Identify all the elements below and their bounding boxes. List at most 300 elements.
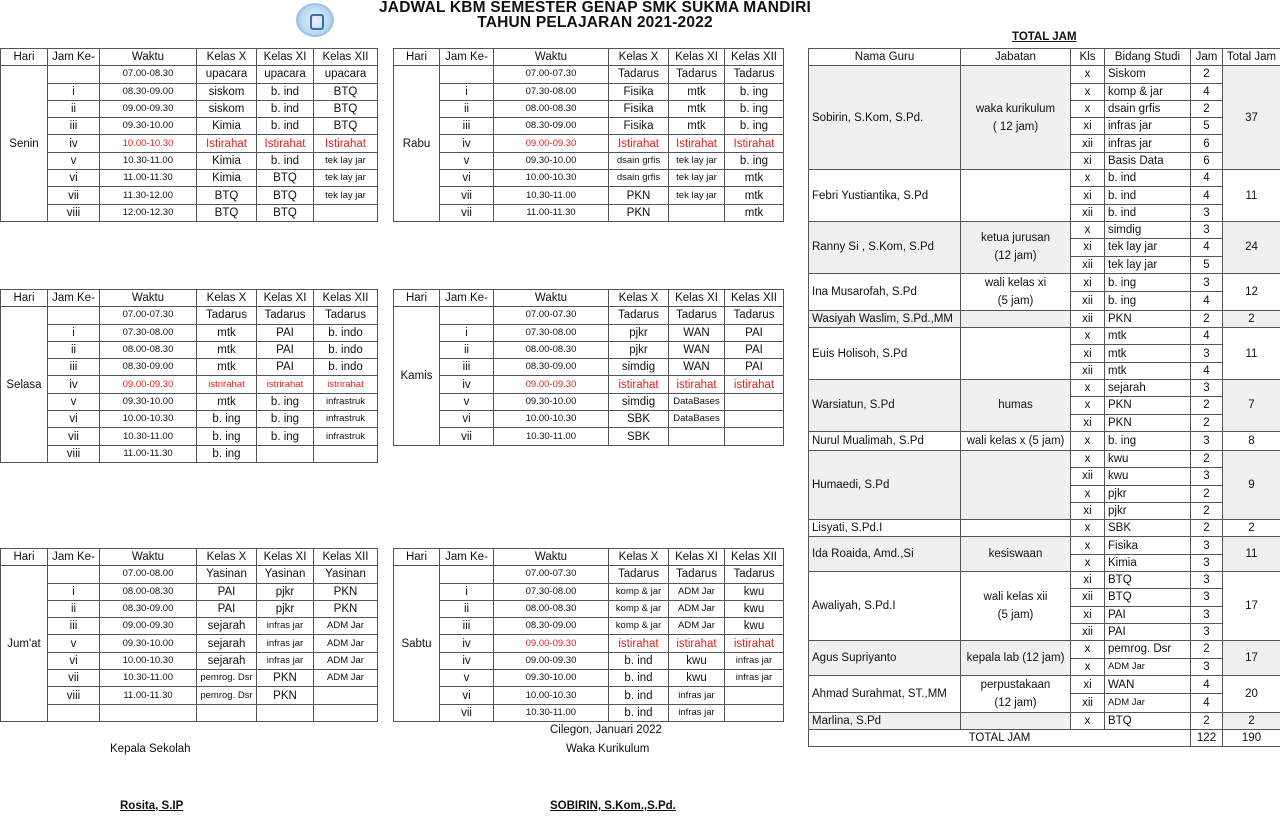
teacher-position: [961, 572, 1071, 641]
headmaster-name: Rosita, S.IP: [120, 800, 184, 812]
hours: 4: [1191, 328, 1223, 345]
schedule-cell: pemrog. Dsr: [197, 670, 257, 687]
hours: 3: [1191, 204, 1223, 221]
teacher-row: [809, 431, 1280, 450]
schedule-cell: Istirahat: [669, 135, 725, 152]
teacher-name: Warsiatun, S.Pd: [809, 380, 961, 432]
schedule-cell: WAN: [669, 359, 725, 376]
column-header: Kelas XI: [257, 290, 314, 307]
hours: 2: [1191, 520, 1223, 537]
column-header: Total Jam: [1223, 49, 1280, 66]
teacher-name: Agus Supriyanto: [809, 641, 961, 676]
teacher-name: Ranny Si , S.Kom, S.Pd: [809, 221, 961, 273]
column-header: Waktu: [100, 549, 197, 566]
schedule-row: [1, 393, 378, 410]
schedule-cell: mtk: [725, 204, 784, 221]
total-hours: 20: [1223, 675, 1280, 712]
column-header: Kelas X: [197, 549, 257, 566]
column-header: Jam Ke-: [48, 290, 100, 307]
schedule-cell: vii: [440, 704, 494, 721]
schedule-cell: b. ing: [725, 118, 784, 135]
subject: b. ing: [1105, 273, 1191, 292]
schedule-cell: 09.30-10.00: [100, 393, 197, 410]
schedule-cell: Istirahat: [725, 135, 784, 152]
schedule-cell: BTQ: [314, 100, 378, 117]
schedule-cell: vi: [440, 687, 494, 704]
hours: 3: [1191, 345, 1223, 362]
teacher-position: [961, 641, 1071, 676]
class-level: xii: [1071, 694, 1105, 713]
schedule-row: [394, 66, 784, 83]
schedule-row: [394, 704, 784, 721]
schedule-cell: kwu: [725, 600, 784, 617]
schedule-row: [394, 204, 784, 221]
total-hours: 9: [1223, 450, 1280, 519]
schedule-cell: ADM Jar: [669, 600, 725, 617]
subject: simdig: [1105, 221, 1191, 238]
position-line: ( 12 jam): [992, 120, 1039, 133]
class-level: x: [1071, 712, 1105, 729]
schedule-cell: infras jar: [257, 635, 314, 652]
schedule-row: [1, 187, 378, 204]
day-name: Kamis: [394, 307, 440, 445]
schedule-cell: komp & jar: [609, 600, 669, 617]
schedule-cell: 10.30-11.00: [100, 152, 197, 169]
schedule-cell: [725, 428, 784, 445]
schedule-cell: [314, 704, 378, 721]
total-hours: 8: [1223, 431, 1280, 450]
schedule-cell: WAN: [669, 341, 725, 358]
schedule-cell: viii: [48, 204, 100, 221]
column-header: Kelas XI: [257, 549, 314, 566]
schedule-cell: v: [48, 152, 100, 169]
schedule-cell: ii: [440, 600, 494, 617]
schedule-cell: b. ind: [609, 670, 669, 687]
schedule-cell: infras jar: [257, 652, 314, 669]
hours: 2: [1191, 100, 1223, 117]
teacher-position: [961, 520, 1071, 537]
subject: b. ind: [1105, 170, 1191, 187]
teacher-row: [809, 712, 1280, 729]
hours: 6: [1191, 135, 1223, 152]
teacher-position: [961, 328, 1071, 380]
schedule-cell: 11.00-11.30: [100, 687, 197, 704]
column-header: Hari: [394, 549, 440, 566]
headmaster-title: Kepala Sekolah: [110, 743, 191, 755]
schedule-cell: ADM Jar: [314, 670, 378, 687]
schedule-row: [1, 652, 378, 669]
schedule-cell: vii: [440, 428, 494, 445]
schedule-cell: Tadarus: [669, 307, 725, 324]
schedule-cell: Tadarus: [609, 66, 669, 83]
schedule-cell: 08.30-09.00: [494, 618, 609, 635]
class-level: xii: [1071, 204, 1105, 221]
schedule-cell: 07.00-07.30: [494, 566, 609, 583]
teacher-row: [809, 380, 1280, 397]
schedule-cell: istirahat: [609, 635, 669, 652]
subject: tek lay jar: [1105, 239, 1191, 256]
subject: b. ind: [1105, 204, 1191, 221]
schedule-cell: Tadarus: [314, 307, 378, 324]
schedule-cell: pjkr: [257, 583, 314, 600]
schedule-cell: vii: [48, 428, 100, 445]
schedule-cell: i: [440, 83, 494, 100]
schedule-cell: mtk: [669, 118, 725, 135]
subject: WAN: [1105, 675, 1191, 694]
schedule-cell: 11.00-11.30: [494, 204, 609, 221]
title-line-1: JADWAL KBM SEMESTER GENAP SMK SUKMA MANDIRI: [378, 0, 811, 16]
total-hours: 17: [1223, 572, 1280, 641]
schedule-cell: BTQ: [197, 204, 257, 221]
schedule-cell: komp & jar: [609, 618, 669, 635]
schedule-cell: 09.00-09.30: [100, 100, 197, 117]
schedule-cell: infras jar: [669, 704, 725, 721]
schedule-cell: viii: [48, 445, 100, 462]
hours: 3: [1191, 273, 1223, 292]
schedule-cell: [48, 704, 100, 721]
schedule-row: [1, 100, 378, 117]
schedule-row: [1, 135, 378, 152]
schedule-cell: 09.30-10.00: [100, 118, 197, 135]
schedule-row: [394, 618, 784, 635]
schedule-row: [394, 187, 784, 204]
class-level: x: [1071, 66, 1105, 83]
teacher-row: [809, 450, 1280, 467]
schedule-cell: 07.30-08.00: [494, 583, 609, 600]
schedule-header-row: [1, 549, 378, 566]
day-name: Senin: [1, 66, 48, 222]
subject: mtk: [1105, 362, 1191, 379]
schedule-cell: b. ing: [257, 411, 314, 428]
column-header: Waktu: [494, 49, 609, 66]
subject: PKN: [1105, 310, 1191, 327]
hours: 4: [1191, 239, 1223, 256]
position-line: (12 jam): [994, 250, 1037, 263]
schedule-cell: Tadarus: [725, 566, 784, 583]
schedule-row: [394, 307, 784, 324]
schedule-cell: Fisika: [609, 100, 669, 117]
class-level: x: [1071, 100, 1105, 117]
column-header: Kelas XI: [257, 49, 314, 66]
schedule-cell: kwu: [669, 670, 725, 687]
teacher-position: [961, 450, 1071, 519]
schedule-cell: kwu: [725, 583, 784, 600]
schedule-cell: 08.30-09.00: [100, 359, 197, 376]
class-level: xi: [1071, 345, 1105, 362]
schedule-row: [394, 635, 784, 652]
subject: infras jar: [1105, 135, 1191, 152]
schedule-row: [394, 83, 784, 100]
schedule-cell: PAI: [197, 583, 257, 600]
schedule-cell: [314, 204, 378, 221]
column-header: Waktu: [100, 290, 197, 307]
schedule-cell: b. ing: [725, 83, 784, 100]
waka-name: SOBIRIN, S.Kom.,S.Pd.: [550, 800, 676, 812]
subject: komp & jar: [1105, 83, 1191, 100]
schedule-cell: Istirahat: [257, 135, 314, 152]
teacher-name: Ahmad Surahmat, ST.,MM: [809, 675, 961, 712]
schedule-cell: Tadarus: [725, 66, 784, 83]
schedule-cell: PAI: [257, 359, 314, 376]
column-header: Waktu: [100, 49, 197, 66]
hours: 3: [1191, 380, 1223, 397]
position-line: ketua jurusan: [980, 232, 1051, 245]
subject: Siskom: [1105, 66, 1191, 83]
subject: b. ing: [1105, 292, 1191, 311]
schedule-cell: [669, 204, 725, 221]
schedule-cell: istrirahat: [257, 376, 314, 393]
schedule-cell: 09.00-09.30: [494, 135, 609, 152]
schedule-cell: iv: [440, 376, 494, 393]
class-level: xi: [1071, 502, 1105, 519]
day-name: Selasa: [1, 307, 48, 463]
class-level: x: [1071, 641, 1105, 658]
schedule-cell: Istirahat: [314, 135, 378, 152]
schedule-cell: iii: [440, 359, 494, 376]
hours: 3: [1191, 468, 1223, 485]
schedule-cell: tek lay jar: [314, 170, 378, 187]
schedule-cell: mtk: [725, 170, 784, 187]
schedule-cell: BTQ: [257, 170, 314, 187]
schedule-cell: ii: [440, 100, 494, 117]
total-hours: 2: [1223, 310, 1280, 327]
schedule-cell: iv: [440, 135, 494, 152]
schedule-cell: Tadarus: [669, 66, 725, 83]
column-header: Bidang Studi: [1105, 49, 1191, 66]
column-header: Kelas XI: [669, 49, 725, 66]
schedule-cell: [257, 445, 314, 462]
hours: 3: [1191, 431, 1223, 450]
schedule-cell: [725, 687, 784, 704]
subject: mtk: [1105, 345, 1191, 362]
schedule-cell: b. indo: [314, 341, 378, 358]
hours: 4: [1191, 362, 1223, 379]
subject: PAI: [1105, 623, 1191, 640]
schedule-cell: vi: [48, 411, 100, 428]
class-level: xi: [1071, 152, 1105, 169]
schedule-row: [394, 135, 784, 152]
column-header: Hari: [394, 49, 440, 66]
column-header: Kelas XII: [725, 290, 784, 307]
subject: ADM Jar: [1105, 694, 1191, 713]
schedule-cell: 09.30-10.00: [494, 152, 609, 169]
total-hours: 24: [1223, 221, 1280, 273]
schedule-row: [1, 618, 378, 635]
schedule-cell: v: [440, 152, 494, 169]
hours: 4: [1191, 694, 1223, 713]
teacher-name: Nurul Mualimah, S.Pd: [809, 431, 961, 450]
schedule-cell: Tadarus: [257, 307, 314, 324]
column-header: Jabatan: [961, 49, 1071, 66]
schedule-cell: PAI: [257, 341, 314, 358]
schedule-row: [394, 376, 784, 393]
class-level: x: [1071, 328, 1105, 345]
schedule-row: [1, 376, 378, 393]
schedule-cell: BTQ: [257, 187, 314, 204]
schedule-cell: iv: [440, 635, 494, 652]
total-hours: 17: [1223, 641, 1280, 676]
schedule-cell: 12.00-12.30: [100, 204, 197, 221]
schedule-cell: ii: [48, 341, 100, 358]
class-level: xii: [1071, 256, 1105, 273]
teacher-position: [961, 675, 1071, 712]
class-level: xii: [1071, 362, 1105, 379]
position-line: humas: [998, 399, 1033, 412]
schedule-row: [394, 583, 784, 600]
schedule-cell: 07.00-07.30: [100, 307, 197, 324]
schedule-cell: 08.00-08.30: [100, 583, 197, 600]
subject: pjkr: [1105, 485, 1191, 502]
subject: ADM Jar: [1105, 658, 1191, 675]
schedule-row: [1, 428, 378, 445]
position-line: waka kurikulum: [975, 102, 1056, 115]
schedule-cell: 07.30-08.00: [494, 83, 609, 100]
schedule-cell: siskom: [197, 100, 257, 117]
schedule-cell: [314, 445, 378, 462]
hours: 4: [1191, 170, 1223, 187]
schedule-cell: PAI: [197, 600, 257, 617]
schedule-cell: WAN: [669, 324, 725, 341]
schedule-row: [1, 152, 378, 169]
schedule-cell: vi: [440, 170, 494, 187]
position-line: (5 jam): [997, 294, 1034, 307]
schedule-cell: b. ing: [725, 152, 784, 169]
schedule-cell: b. ing: [725, 100, 784, 117]
hours: 3: [1191, 658, 1223, 675]
grand-total-jam: 122: [1191, 730, 1223, 747]
schedule-row: [394, 170, 784, 187]
hours: 2: [1191, 66, 1223, 83]
class-level: xii: [1071, 310, 1105, 327]
schedule-senin: [0, 48, 378, 222]
hours: 4: [1191, 83, 1223, 100]
schedule-row: [1, 83, 378, 100]
teacher-position: [961, 431, 1071, 450]
subject: kwu: [1105, 450, 1191, 467]
schedule-cell: infrastruk: [314, 393, 378, 410]
schedule-cell: istrirahat: [314, 376, 378, 393]
schedule-cell: istirahat: [669, 635, 725, 652]
schedule-cell: ADM Jar: [669, 583, 725, 600]
schedule-cell: 10.00-10.30: [494, 411, 609, 428]
schedule-cell: PKN: [314, 583, 378, 600]
subject: PAI: [1105, 606, 1191, 623]
schedule-cell: upacara: [197, 66, 257, 83]
schedule-cell: ii: [48, 600, 100, 617]
teacher-hours-table: [808, 48, 1280, 747]
schedule-cell: istrirahat: [197, 376, 257, 393]
schedule-cell: upacara: [257, 66, 314, 83]
schedule-header-row: [394, 49, 784, 66]
schedule-row: [1, 66, 378, 83]
schedule-cell: [257, 704, 314, 721]
subject: b. ind: [1105, 187, 1191, 204]
schedule-sabtu: [393, 548, 784, 722]
class-level: xi: [1071, 118, 1105, 135]
column-header: Jam Ke-: [440, 49, 494, 66]
schedule-cell: iii: [48, 618, 100, 635]
schedule-cell: 10.00-10.30: [100, 135, 197, 152]
schedule-cell: iii: [48, 118, 100, 135]
position-line: kesiswaan: [988, 548, 1043, 561]
schedule-cell: 10.00-10.30: [494, 687, 609, 704]
class-level: xii: [1071, 468, 1105, 485]
schedule-cell: tek lay jar: [669, 187, 725, 204]
teacher-header-row: [809, 49, 1280, 66]
schedule-cell: komp & jar: [609, 583, 669, 600]
grand-total-total: 190: [1223, 730, 1280, 747]
schedule-cell: PKN: [257, 670, 314, 687]
schedule-row: [1, 600, 378, 617]
schedule-cell: vi: [48, 170, 100, 187]
schedule-cell: pjkr: [257, 600, 314, 617]
schedule-cell: vii: [440, 204, 494, 221]
schedule-cell: b. ind: [257, 83, 314, 100]
teacher-row: [809, 537, 1280, 554]
schedule-cell: ADM Jar: [314, 652, 378, 669]
total-hours: 2: [1223, 712, 1280, 729]
schedule-cell: b. indo: [314, 359, 378, 376]
schedule-cell: 08.30-09.00: [100, 83, 197, 100]
schedule-cell: mtk: [197, 393, 257, 410]
schedule-cell: b. ind: [609, 687, 669, 704]
column-header: Jam Ke-: [48, 549, 100, 566]
subject: PKN: [1105, 414, 1191, 431]
schedule-cell: Kimia: [197, 152, 257, 169]
schedule-cell: v: [48, 393, 100, 410]
schedule-cell: ii: [48, 100, 100, 117]
class-level: xi: [1071, 414, 1105, 431]
schedule-row: [394, 100, 784, 117]
schedule-cell: simdig: [609, 359, 669, 376]
subject: Kimia: [1105, 554, 1191, 571]
schedule-cell: tek lay jar: [314, 187, 378, 204]
schedule-cell: 08.30-09.00: [100, 600, 197, 617]
schedule-cell: i: [48, 583, 100, 600]
schedule-header-row: [1, 49, 378, 66]
schedule-cell: [197, 704, 257, 721]
schedule-row: [1, 670, 378, 687]
subject: Basis Data: [1105, 152, 1191, 169]
day-name: Rabu: [394, 66, 440, 222]
hours: 3: [1191, 554, 1223, 571]
schedule-cell: iv: [48, 135, 100, 152]
column-header: Kelas XII: [725, 49, 784, 66]
schedule-cell: 09.00-09.30: [100, 376, 197, 393]
schedule-row: [1, 341, 378, 358]
total-hours: 2: [1223, 520, 1280, 537]
teacher-row: [809, 520, 1280, 537]
schedule-cell: 08.30-09.00: [494, 118, 609, 135]
schedule-cell: kwu: [725, 618, 784, 635]
teacher-row: [809, 310, 1280, 327]
schedule-cell: istirahat: [725, 635, 784, 652]
teacher-row: [809, 66, 1280, 83]
schedule-cell: i: [440, 324, 494, 341]
hours: 3: [1191, 572, 1223, 589]
schedule-cell: iii: [440, 118, 494, 135]
class-level: xi: [1071, 273, 1105, 292]
schedule-row: [394, 600, 784, 617]
class-level: x: [1071, 83, 1105, 100]
schedule-cell: vii: [48, 187, 100, 204]
schedule-cell: vii: [440, 187, 494, 204]
teacher-position: [961, 221, 1071, 273]
teacher-row: [809, 328, 1280, 345]
teacher-name: Wasiyah Waslim, S.Pd.,MM: [809, 310, 961, 327]
schedule-cell: BTQ: [314, 118, 378, 135]
schedule-cell: i: [440, 583, 494, 600]
